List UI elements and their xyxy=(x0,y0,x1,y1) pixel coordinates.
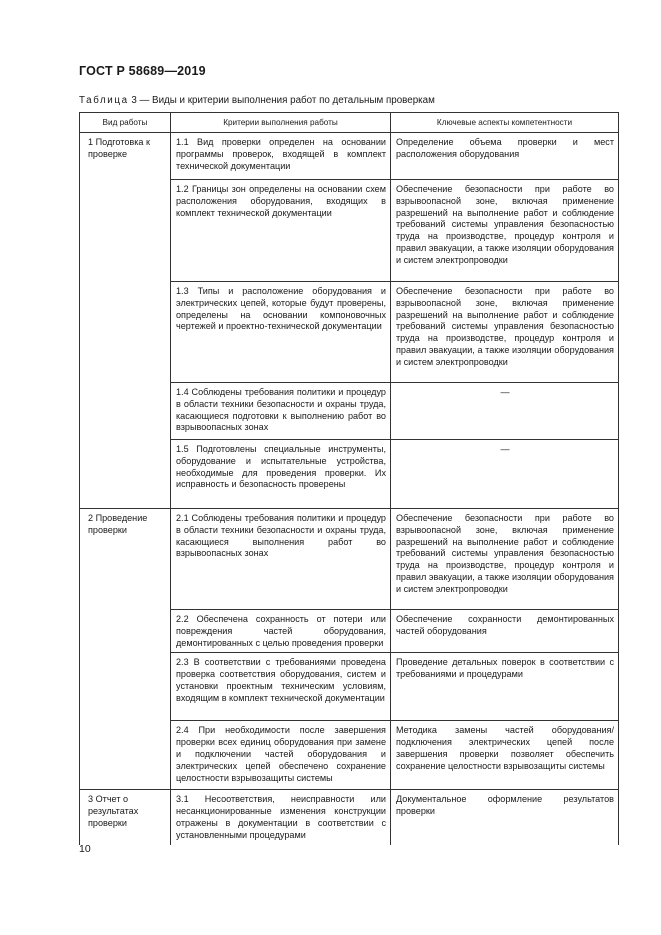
table-caption-text: 3 — Виды и критерии выполнения работ по детальным проверкам xyxy=(128,95,435,106)
table-caption xyxy=(79,95,435,106)
aspect-cell: Проведение детальных поверок в соответствии с требованиями и процедурами xyxy=(391,653,619,721)
work-type-cell: 3 Отчет о результатах проверки xyxy=(80,790,171,845)
table-row xyxy=(80,509,619,610)
aspect-cell: Методика замены частей оборудования/подключения электрических цепей после завершения проверки позволяет обеспечить сохранение целостности взрывозащиты системы xyxy=(391,721,619,790)
table-caption-label: Таблица xyxy=(79,95,129,106)
aspect-cell: Обеспечение безопасности при работе во взрывоопасной зоне, включая применение разрешений на выполнение работ и соблюдение требований системы управления безопасностью труда на производстве, процедур контроля и правил эвакуации, а также изоляции оборудования и систем электропроводки xyxy=(391,509,619,610)
inspection-table xyxy=(79,112,619,845)
column-header-criteria: Критерии выполнения работы xyxy=(171,113,391,133)
criterion-cell: 2.2 Обеспечена сохранность от потери или повреждения частей оборудования, демонтированных с целью проведения проверки xyxy=(171,610,391,653)
aspect-cell: Обеспечение безопасности при работе во взрывоопасной зоне, включая применение разрешений на выполнение работ и соблюдение требований системы управления безопасностью труда на производстве, процедур контроля и правил эвакуации, а также изоляции оборудования и систем электропроводки xyxy=(391,282,619,383)
table-row xyxy=(80,133,619,180)
criterion-cell: 1.2 Границы зон определены на основании схем расположения оборудования, входящих в комплект технической документации xyxy=(171,180,391,282)
criterion-cell: 3.1 Несоответствия, неисправности или несанкционированные изменения конструкции отражены в документации в соответствии с установленными процедурами xyxy=(171,790,391,845)
aspect-cell: Обеспечение сохранности демонтированных частей оборудования xyxy=(391,610,619,653)
criterion-cell: 1.5 Подготовлены специальные инструменты, оборудование и испытательные устройства, необходимые для проведения проверки. Их исправность и безопасность проверены xyxy=(171,440,391,509)
page-number: 10 xyxy=(79,843,91,855)
aspect-cell: Определение объема проверки и мест расположения оборудования xyxy=(391,133,619,180)
aspect-cell: Документальное оформление результатов проверки xyxy=(391,790,619,845)
criterion-cell: 1.1 Вид проверки определен на основании программы проверок, входящей в комплект технической документации xyxy=(171,133,391,180)
column-header-work-type: Вид работы xyxy=(80,113,171,133)
table-header-row xyxy=(80,113,619,133)
criterion-cell: 1.4 Соблюдены требования политики и процедур в области техники безопасности и охраны труда, касающиеся подготовки к выполнению работ во взрывоопасных зонах xyxy=(171,383,391,440)
aspect-cell: — xyxy=(391,440,619,509)
criterion-cell: 2.4 При необходимости после завершения проверки всех единиц оборудования при замене и подключении частей оборудования и электрических цепей обеспечено сохранение целостности взрывозащиты системы xyxy=(171,721,391,790)
criterion-cell: 1.3 Типы и расположение оборудования и электрических цепей, которые будут проверены, определены на основании компоновочных чертежей и проектно-технической документации xyxy=(171,282,391,383)
aspect-cell: — xyxy=(391,383,619,440)
criterion-cell: 2.1 Соблюдены требования политики и процедур в области техники безопасности и охраны труда, касающиеся выполнения работ во взрывоопасных зонах xyxy=(171,509,391,610)
criterion-cell: 2.3 В соответствии с требованиями проведена проверка соответствия оборудования, систем и установки проектным техническим условиям, входящим в комплект технической документации xyxy=(171,653,391,721)
work-type-cell: 1 Подготовка к проверке xyxy=(80,133,171,509)
table-row xyxy=(80,790,619,845)
aspect-cell: Обеспечение безопасности при работе во взрывоопасной зоне, включая применение разрешений на выполнение работ и соблюдение требований системы управления безопасностью труда на производстве, процедур контроля и правил эвакуации, а также изоляции оборудования и систем электропроводки xyxy=(391,180,619,282)
column-header-competence: Ключевые аспекты компетентности xyxy=(391,113,619,133)
standard-designation: ГОСТ Р 58689—2019 xyxy=(79,64,206,78)
work-type-cell: 2 Проведение проверки xyxy=(80,509,171,790)
